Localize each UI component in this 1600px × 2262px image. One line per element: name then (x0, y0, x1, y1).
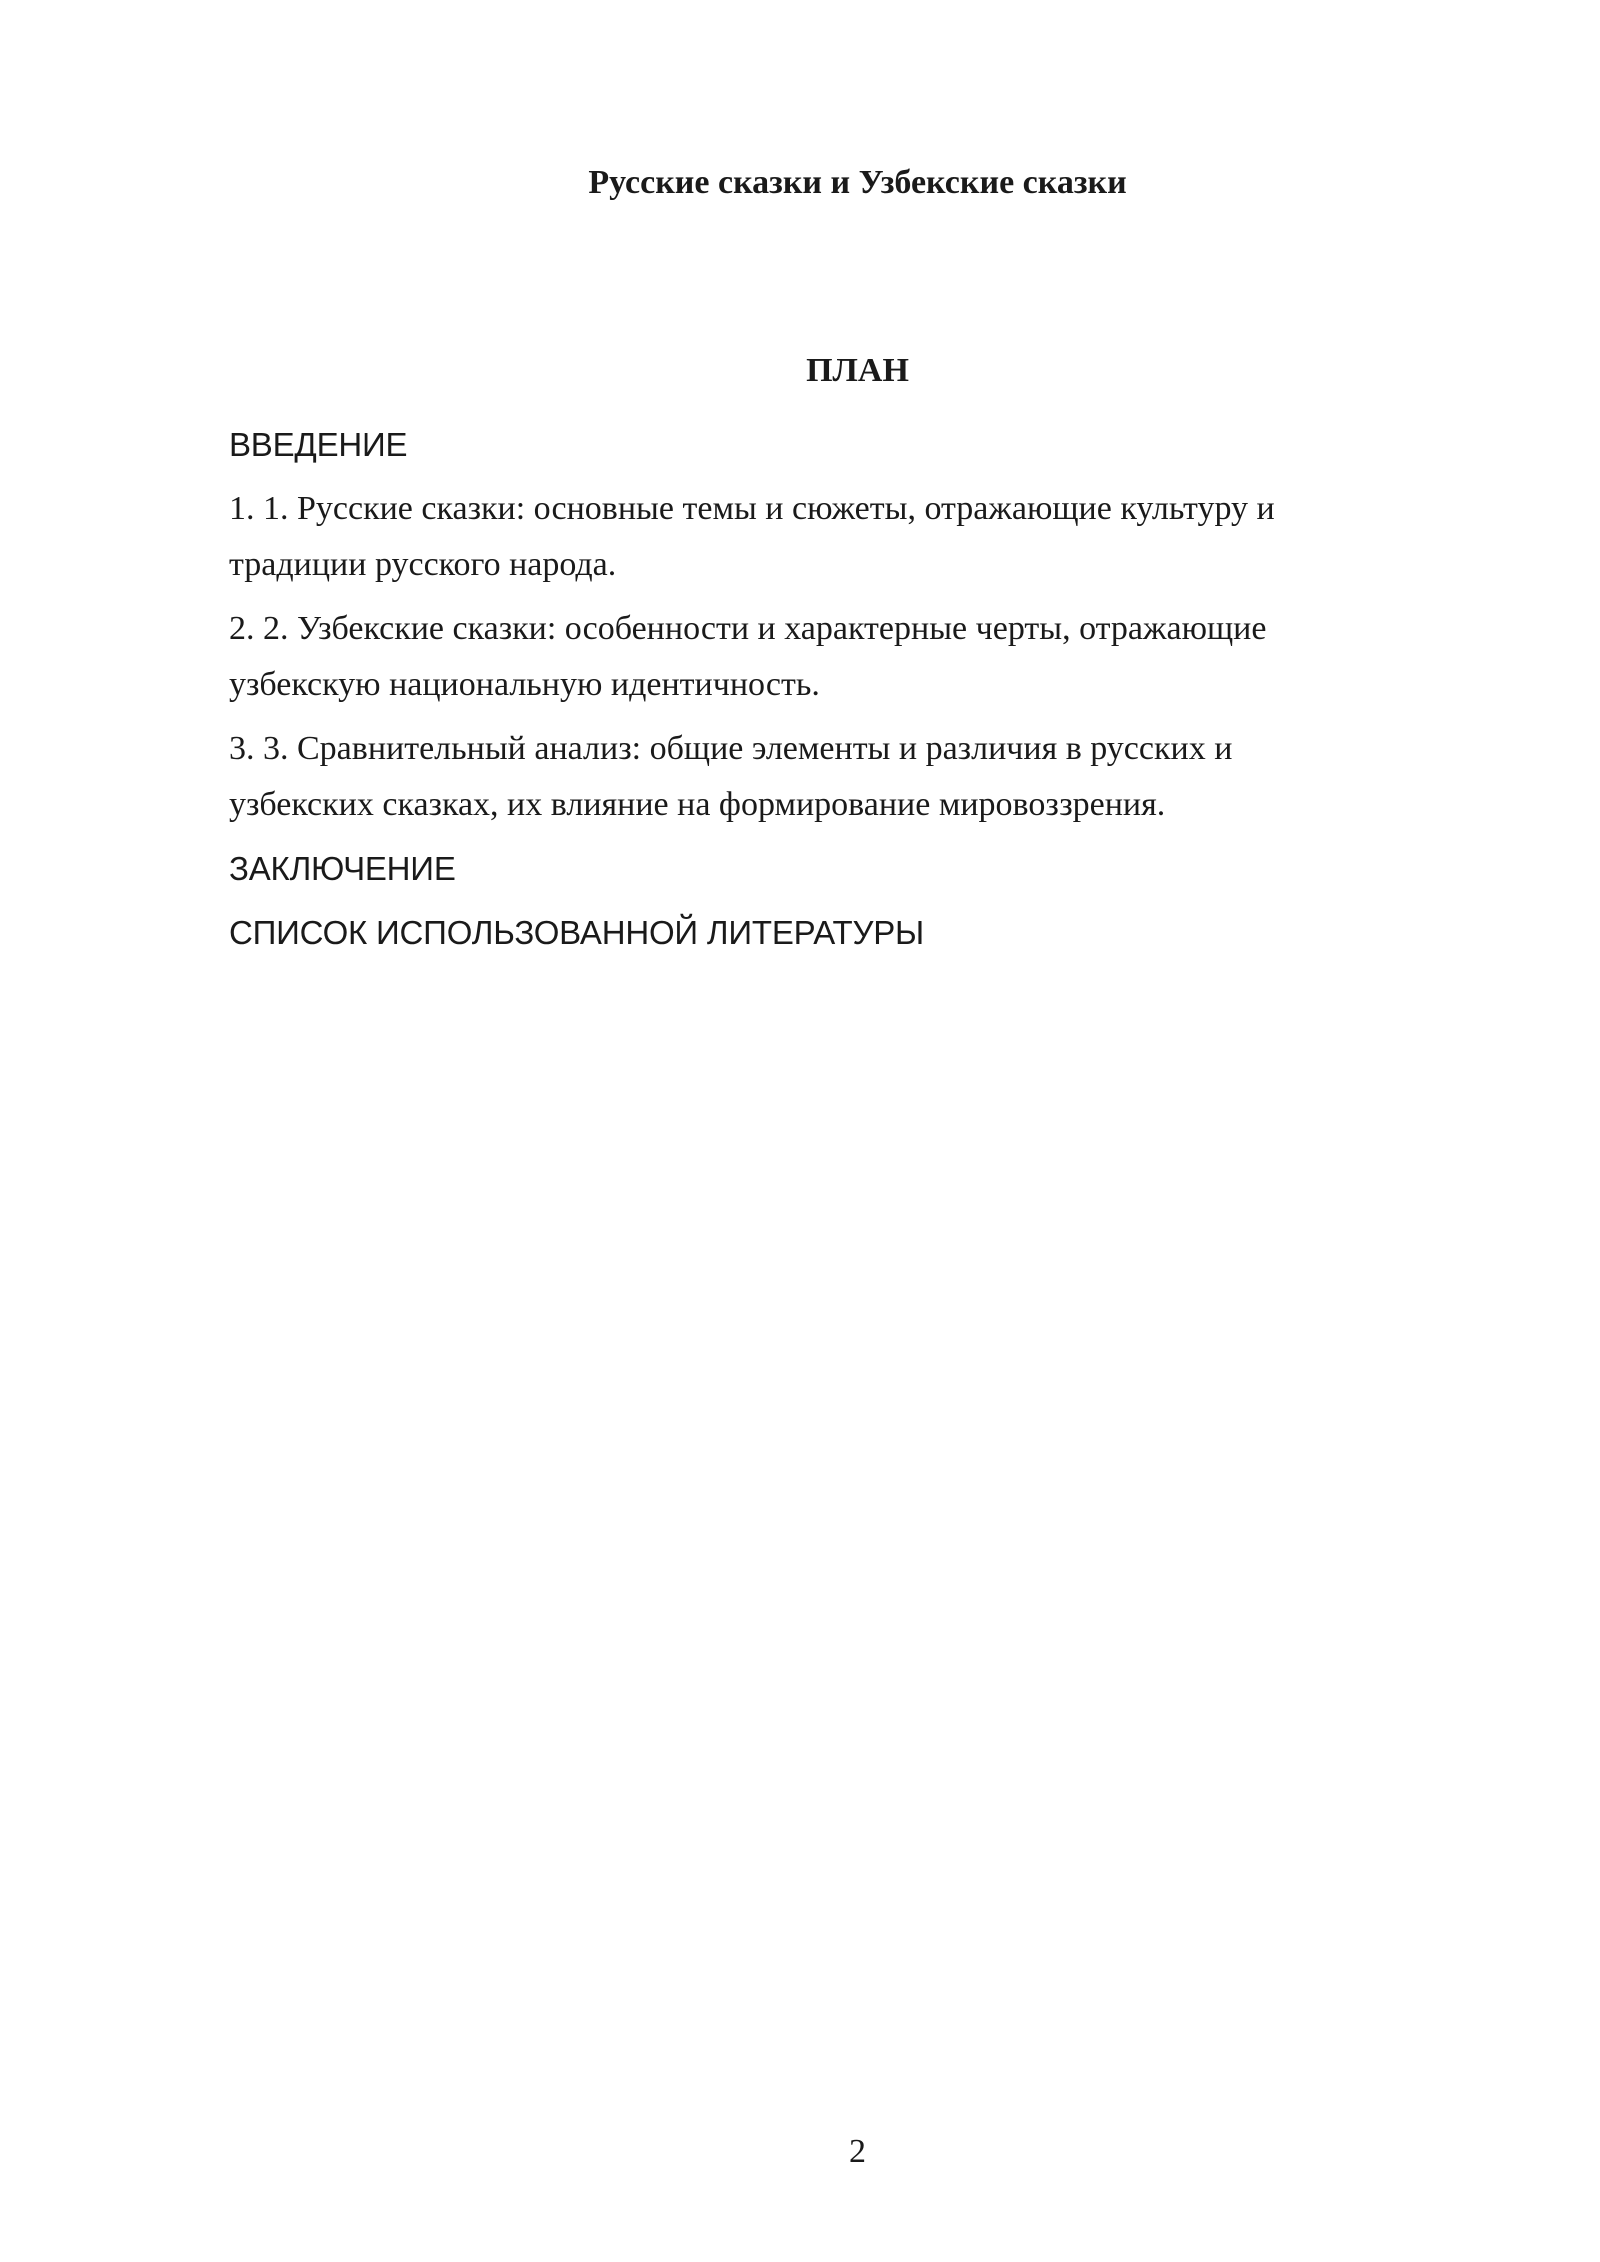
page-number: 2 (849, 2133, 866, 2170)
plan-item-2-line-2: узбекскую национальную идентичность. (229, 666, 820, 703)
plan-item-1-line-1: 1. 1. Русские сказки: основные темы и сюжеты, отражающие культуру и (229, 490, 1275, 527)
document-title: Русские сказки и Узбекские сказки (588, 164, 1127, 201)
plan-item-3-line-1: 3. 3. Сравнительный анализ: общие элементы и различия в русских и (229, 730, 1233, 767)
plan-conclusion: ЗАКЛЮЧЕНИЕ (229, 850, 456, 887)
plan-item-3 (229, 721, 1429, 833)
plan-list (229, 417, 1429, 969)
plan-item-3-line-2: узбекских сказках, их влияние на формирование мировоззрения. (229, 786, 1166, 823)
plan-intro: ВВЕДЕНИЕ (229, 426, 408, 463)
plan-item-1 (229, 481, 1429, 593)
plan-item-2-line-1: 2. 2. Узбекские сказки: особенности и характерные черты, отражающие (229, 610, 1267, 647)
plan-heading: ПЛАН (806, 352, 909, 389)
plan-item-1-line-2: традиции русского народа. (229, 546, 617, 583)
plan-item-2 (229, 601, 1429, 713)
plan-references: СПИСОК ИСПОЛЬЗОВАННОЙ ЛИТЕРАТУРЫ (229, 914, 925, 951)
